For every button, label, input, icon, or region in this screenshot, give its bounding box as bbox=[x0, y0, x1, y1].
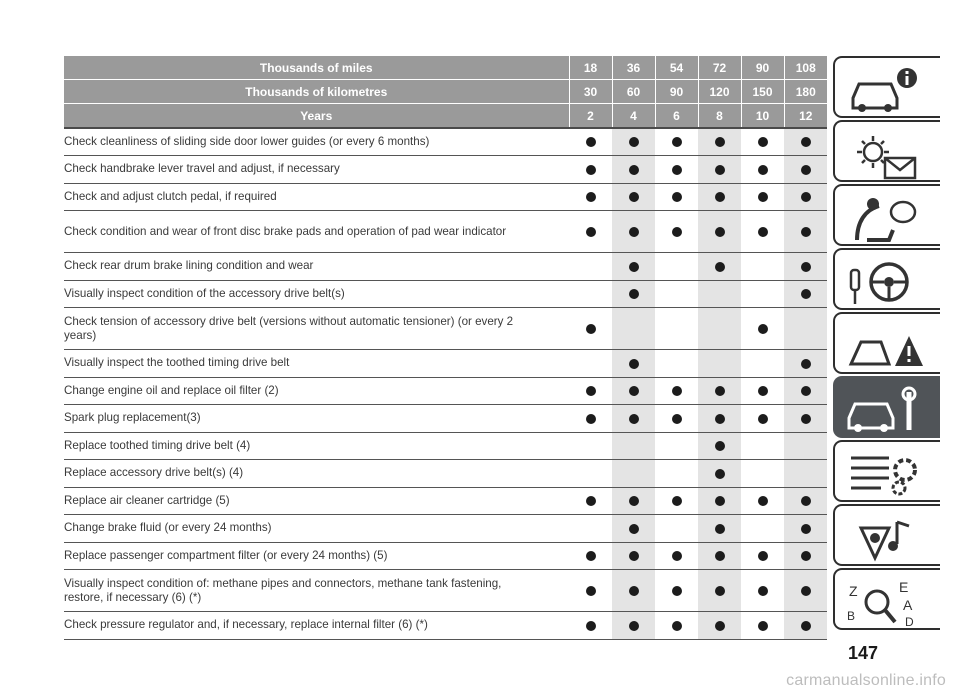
interval-cell bbox=[655, 487, 698, 515]
chapter-tab-index-magnifier[interactable] bbox=[833, 568, 940, 630]
scheduled-dot-icon bbox=[715, 496, 725, 506]
interval-cell bbox=[741, 432, 784, 460]
operation-description: Visually inspect the toothed timing drive belt bbox=[64, 350, 569, 378]
operation-description: Replace accessory drive belt(s) (4) bbox=[64, 460, 569, 488]
scheduled-dot-icon bbox=[715, 586, 725, 596]
interval-cell bbox=[784, 183, 827, 211]
scheduled-dot-icon bbox=[758, 192, 768, 202]
interval-cell bbox=[698, 570, 741, 612]
interval-value: 30 bbox=[569, 80, 612, 104]
interval-cell bbox=[655, 405, 698, 433]
interval-cell bbox=[569, 280, 612, 308]
interval-value: 60 bbox=[612, 80, 655, 104]
interval-cell bbox=[612, 156, 655, 184]
interval-value: 150 bbox=[741, 80, 784, 104]
scheduled-dot-icon bbox=[629, 359, 639, 369]
scheduled-dot-icon bbox=[629, 192, 639, 202]
scheduled-dot-icon bbox=[801, 524, 811, 534]
interval-cell bbox=[698, 542, 741, 570]
interval-cell bbox=[698, 515, 741, 543]
interval-cell bbox=[698, 308, 741, 350]
scheduled-dot-icon bbox=[758, 137, 768, 147]
chapter-tab-car-info[interactable] bbox=[833, 56, 940, 118]
interval-value: 8 bbox=[698, 104, 741, 129]
interval-cell bbox=[698, 183, 741, 211]
scheduled-dot-icon bbox=[629, 386, 639, 396]
operation-description: Check handbrake lever travel and adjust, if necessary bbox=[64, 156, 569, 184]
interval-cell bbox=[612, 350, 655, 378]
interval-cell bbox=[784, 156, 827, 184]
scheduled-dot-icon bbox=[715, 469, 725, 479]
table-row bbox=[64, 183, 827, 211]
scheduled-dot-icon bbox=[801, 414, 811, 424]
interval-cell bbox=[655, 308, 698, 350]
interval-cell bbox=[655, 280, 698, 308]
interval-cell bbox=[784, 570, 827, 612]
scheduled-dot-icon bbox=[672, 227, 682, 237]
scheduled-dot-icon bbox=[715, 441, 725, 451]
scheduled-dot-icon bbox=[715, 524, 725, 534]
svg-text:A: A bbox=[903, 597, 913, 613]
interval-cell bbox=[612, 377, 655, 405]
interval-cell bbox=[741, 350, 784, 378]
table-row bbox=[64, 128, 827, 156]
interval-value: 10 bbox=[741, 104, 784, 129]
scheduled-dot-icon bbox=[801, 227, 811, 237]
table-row bbox=[64, 405, 827, 433]
scheduled-dot-icon bbox=[672, 621, 682, 631]
scheduled-dot-icon bbox=[586, 496, 596, 506]
scheduled-dot-icon bbox=[629, 414, 639, 424]
scheduled-dot-icon bbox=[629, 586, 639, 596]
interval-cell bbox=[569, 308, 612, 350]
interval-cell bbox=[698, 612, 741, 640]
page-number: 147 bbox=[847, 643, 878, 663]
interval-cell bbox=[698, 350, 741, 378]
scheduled-dot-icon bbox=[801, 262, 811, 272]
scheduled-dot-icon bbox=[586, 551, 596, 561]
interval-cell bbox=[569, 405, 612, 433]
scheduled-dot-icon bbox=[801, 621, 811, 631]
scheduled-dot-icon bbox=[586, 192, 596, 202]
chapter-tab-airbag-seat[interactable] bbox=[833, 184, 940, 246]
schedule-header bbox=[64, 56, 827, 128]
interval-cell bbox=[569, 183, 612, 211]
interval-cell bbox=[612, 128, 655, 156]
svg-text:E: E bbox=[899, 579, 909, 595]
scheduled-dot-icon bbox=[758, 551, 768, 561]
scheduled-dot-icon bbox=[629, 165, 639, 175]
scheduled-dot-icon bbox=[801, 496, 811, 506]
interval-cell bbox=[569, 156, 612, 184]
scheduled-dot-icon bbox=[672, 551, 682, 561]
operation-description: Check pressure regulator and, if necessary, replace internal filter (6) (*) bbox=[64, 612, 569, 640]
operation-description: Visually inspect condition of: methane pipes and connectors, methane tank fastening, restore, if necessary (6) (*) bbox=[64, 570, 569, 612]
operation-description: Change brake fluid (or every 24 months) bbox=[64, 515, 569, 543]
scheduled-dot-icon bbox=[672, 386, 682, 396]
scheduled-dot-icon bbox=[586, 621, 596, 631]
scheduled-dot-icon bbox=[801, 289, 811, 299]
interval-cell bbox=[612, 183, 655, 211]
interval-cell bbox=[741, 253, 784, 281]
scheduled-dot-icon bbox=[715, 227, 725, 237]
interval-cell bbox=[741, 308, 784, 350]
scheduled-dot-icon bbox=[758, 324, 768, 334]
interval-cell bbox=[784, 460, 827, 488]
table-row bbox=[64, 350, 827, 378]
scheduled-dot-icon bbox=[758, 496, 768, 506]
chapter-tab-multimedia[interactable] bbox=[833, 504, 940, 566]
chapter-tab-car-wrench[interactable] bbox=[833, 376, 940, 438]
scheduled-dot-icon bbox=[715, 621, 725, 631]
scheduled-dot-icon bbox=[801, 359, 811, 369]
interval-cell bbox=[698, 405, 741, 433]
interval-cell bbox=[741, 377, 784, 405]
chapter-tab-specs-gear[interactable] bbox=[833, 440, 940, 502]
interval-cell bbox=[784, 515, 827, 543]
scheduled-dot-icon bbox=[629, 262, 639, 272]
interval-cell bbox=[569, 570, 612, 612]
interval-cell bbox=[741, 405, 784, 433]
svg-text:Z: Z bbox=[849, 583, 858, 599]
header-row bbox=[64, 56, 827, 80]
interval-cell bbox=[784, 211, 827, 253]
table-row bbox=[64, 377, 827, 405]
interval-cell bbox=[612, 515, 655, 543]
operation-description: Check tension of accessory drive belt (versions without automatic tensioner) (or every 2 years) bbox=[64, 308, 569, 350]
scheduled-dot-icon bbox=[758, 586, 768, 596]
interval-cell bbox=[612, 542, 655, 570]
interval-value: 72 bbox=[698, 56, 741, 80]
header-row bbox=[64, 80, 827, 104]
interval-cell bbox=[612, 460, 655, 488]
interval-cell bbox=[784, 128, 827, 156]
chapter-tab-lights-message[interactable] bbox=[833, 120, 940, 182]
interval-cell bbox=[612, 280, 655, 308]
interval-cell bbox=[569, 377, 612, 405]
interval-value: 90 bbox=[741, 56, 784, 80]
scheduled-dot-icon bbox=[672, 496, 682, 506]
interval-cell bbox=[612, 211, 655, 253]
interval-cell bbox=[741, 542, 784, 570]
airbag-seat-icon bbox=[845, 192, 927, 244]
interval-cell bbox=[784, 280, 827, 308]
interval-cell bbox=[612, 487, 655, 515]
scheduled-dot-icon bbox=[672, 192, 682, 202]
interval-cell bbox=[655, 460, 698, 488]
interval-cell bbox=[698, 487, 741, 515]
chapter-tab-warning-road[interactable] bbox=[833, 312, 940, 374]
scheduled-dot-icon bbox=[758, 227, 768, 237]
scheduled-dot-icon bbox=[758, 386, 768, 396]
interval-cell bbox=[741, 156, 784, 184]
car-wrench-icon bbox=[845, 384, 927, 436]
scheduled-dot-icon bbox=[629, 227, 639, 237]
scheduled-dot-icon bbox=[629, 496, 639, 506]
scheduled-dot-icon bbox=[758, 621, 768, 631]
scheduled-dot-icon bbox=[715, 137, 725, 147]
scheduled-dot-icon bbox=[586, 165, 596, 175]
interval-cell bbox=[784, 487, 827, 515]
interval-cell bbox=[612, 432, 655, 460]
table-row bbox=[64, 156, 827, 184]
scheduled-dot-icon bbox=[801, 551, 811, 561]
scheduled-dot-icon bbox=[715, 165, 725, 175]
watermark: carmanualsonline.info bbox=[786, 672, 946, 689]
interval-cell bbox=[784, 612, 827, 640]
interval-value: 12 bbox=[784, 104, 827, 129]
operation-description: Change engine oil and replace oil filter (2) bbox=[64, 377, 569, 405]
interval-cell bbox=[741, 487, 784, 515]
interval-cell bbox=[655, 211, 698, 253]
scheduled-dot-icon bbox=[586, 586, 596, 596]
interval-cell bbox=[655, 183, 698, 211]
interval-value: 120 bbox=[698, 80, 741, 104]
scheduled-dot-icon bbox=[629, 621, 639, 631]
header-label: Years bbox=[64, 104, 569, 129]
interval-value: 18 bbox=[569, 56, 612, 80]
interval-cell bbox=[612, 405, 655, 433]
operation-description: Replace toothed timing drive belt (4) bbox=[64, 432, 569, 460]
specs-gear-icon bbox=[845, 448, 927, 500]
table-row bbox=[64, 308, 827, 350]
interval-cell bbox=[569, 350, 612, 378]
interval-cell bbox=[569, 487, 612, 515]
header-label: Thousands of miles bbox=[64, 56, 569, 80]
interval-cell bbox=[741, 612, 784, 640]
interval-cell bbox=[741, 128, 784, 156]
interval-cell bbox=[612, 612, 655, 640]
interval-value: 36 bbox=[612, 56, 655, 80]
interval-cell bbox=[698, 377, 741, 405]
interval-cell bbox=[569, 612, 612, 640]
interval-cell bbox=[784, 377, 827, 405]
table-row bbox=[64, 253, 827, 281]
steering-key-icon bbox=[845, 256, 927, 308]
interval-cell bbox=[698, 156, 741, 184]
table-row bbox=[64, 542, 827, 570]
interval-cell bbox=[655, 156, 698, 184]
table-row bbox=[64, 515, 827, 543]
interval-cell bbox=[698, 128, 741, 156]
interval-cell bbox=[741, 515, 784, 543]
interval-cell bbox=[784, 253, 827, 281]
scheduled-dot-icon bbox=[586, 324, 596, 334]
scheduled-dot-icon bbox=[715, 414, 725, 424]
interval-cell bbox=[655, 515, 698, 543]
scheduled-dot-icon bbox=[586, 414, 596, 424]
interval-cell bbox=[612, 253, 655, 281]
interval-cell bbox=[655, 350, 698, 378]
table-row bbox=[64, 280, 827, 308]
interval-cell bbox=[741, 460, 784, 488]
header-row bbox=[64, 104, 827, 129]
interval-cell bbox=[655, 612, 698, 640]
interval-cell bbox=[698, 460, 741, 488]
warning-road-icon bbox=[845, 320, 927, 372]
table-row bbox=[64, 432, 827, 460]
multimedia-icon bbox=[845, 512, 927, 564]
scheduled-dot-icon bbox=[586, 137, 596, 147]
scheduled-dot-icon bbox=[672, 414, 682, 424]
scheduled-dot-icon bbox=[801, 386, 811, 396]
interval-cell bbox=[784, 405, 827, 433]
interval-cell bbox=[741, 280, 784, 308]
interval-cell bbox=[569, 460, 612, 488]
interval-cell bbox=[741, 183, 784, 211]
interval-cell bbox=[569, 253, 612, 281]
scheduled-dot-icon bbox=[672, 165, 682, 175]
interval-value: 90 bbox=[655, 80, 698, 104]
scheduled-dot-icon bbox=[672, 137, 682, 147]
header-label: Thousands of kilometres bbox=[64, 80, 569, 104]
scheduled-dot-icon bbox=[801, 192, 811, 202]
interval-cell bbox=[655, 432, 698, 460]
scheduled-dot-icon bbox=[629, 289, 639, 299]
operation-description: Check cleanliness of sliding side door lower guides (or every 6 months) bbox=[64, 128, 569, 156]
operation-description: Replace air cleaner cartridge (5) bbox=[64, 487, 569, 515]
scheduled-dot-icon bbox=[629, 551, 639, 561]
operation-description: Visually inspect condition of the accessory drive belt(s) bbox=[64, 280, 569, 308]
operation-description: Check and adjust clutch pedal, if required bbox=[64, 183, 569, 211]
scheduled-dot-icon bbox=[715, 551, 725, 561]
chapter-tab-steering-key[interactable] bbox=[833, 248, 940, 310]
scheduled-dot-icon bbox=[672, 586, 682, 596]
scheduled-dot-icon bbox=[629, 137, 639, 147]
interval-cell bbox=[698, 211, 741, 253]
interval-cell bbox=[698, 432, 741, 460]
interval-cell bbox=[612, 308, 655, 350]
operation-description: Spark plug replacement(3) bbox=[64, 405, 569, 433]
table-row bbox=[64, 487, 827, 515]
table-row bbox=[64, 612, 827, 640]
interval-cell bbox=[569, 542, 612, 570]
interval-cell bbox=[655, 542, 698, 570]
maintenance-schedule-table bbox=[64, 56, 827, 640]
scheduled-dot-icon bbox=[586, 386, 596, 396]
interval-cell bbox=[784, 432, 827, 460]
scheduled-dot-icon bbox=[801, 586, 811, 596]
interval-cell bbox=[655, 377, 698, 405]
interval-value: 54 bbox=[655, 56, 698, 80]
scheduled-dot-icon bbox=[586, 227, 596, 237]
interval-cell bbox=[698, 280, 741, 308]
interval-cell bbox=[655, 128, 698, 156]
scheduled-dot-icon bbox=[758, 414, 768, 424]
interval-cell bbox=[569, 211, 612, 253]
interval-cell bbox=[784, 308, 827, 350]
scheduled-dot-icon bbox=[801, 165, 811, 175]
schedule-body bbox=[64, 128, 827, 639]
scheduled-dot-icon bbox=[715, 386, 725, 396]
interval-cell bbox=[655, 253, 698, 281]
scheduled-dot-icon bbox=[629, 524, 639, 534]
interval-cell bbox=[784, 542, 827, 570]
interval-cell bbox=[698, 253, 741, 281]
table-row bbox=[64, 460, 827, 488]
lights-message-icon bbox=[845, 128, 927, 180]
scheduled-dot-icon bbox=[758, 165, 768, 175]
table-row bbox=[64, 211, 827, 253]
scheduled-dot-icon bbox=[715, 192, 725, 202]
interval-cell bbox=[569, 128, 612, 156]
interval-cell bbox=[569, 432, 612, 460]
interval-value: 180 bbox=[784, 80, 827, 104]
interval-cell bbox=[784, 350, 827, 378]
interval-value: 108 bbox=[784, 56, 827, 80]
operation-description: Check rear drum brake lining condition and wear bbox=[64, 253, 569, 281]
interval-cell bbox=[655, 570, 698, 612]
scheduled-dot-icon bbox=[801, 137, 811, 147]
index-magnifier-icon bbox=[845, 576, 927, 628]
car-info-icon bbox=[845, 64, 927, 116]
table-row bbox=[64, 570, 827, 612]
interval-cell bbox=[612, 570, 655, 612]
interval-value: 4 bbox=[612, 104, 655, 129]
interval-value: 2 bbox=[569, 104, 612, 129]
operation-description: Check condition and wear of front disc brake pads and operation of pad wear indicator bbox=[64, 211, 569, 253]
interval-cell bbox=[741, 570, 784, 612]
interval-cell bbox=[741, 211, 784, 253]
operation-description: Replace passenger compartment filter (or every 24 months) (5) bbox=[64, 542, 569, 570]
scheduled-dot-icon bbox=[715, 262, 725, 272]
svg-text:B: B bbox=[847, 609, 856, 623]
interval-value: 6 bbox=[655, 104, 698, 129]
svg-text:D: D bbox=[905, 615, 914, 628]
interval-cell bbox=[569, 515, 612, 543]
